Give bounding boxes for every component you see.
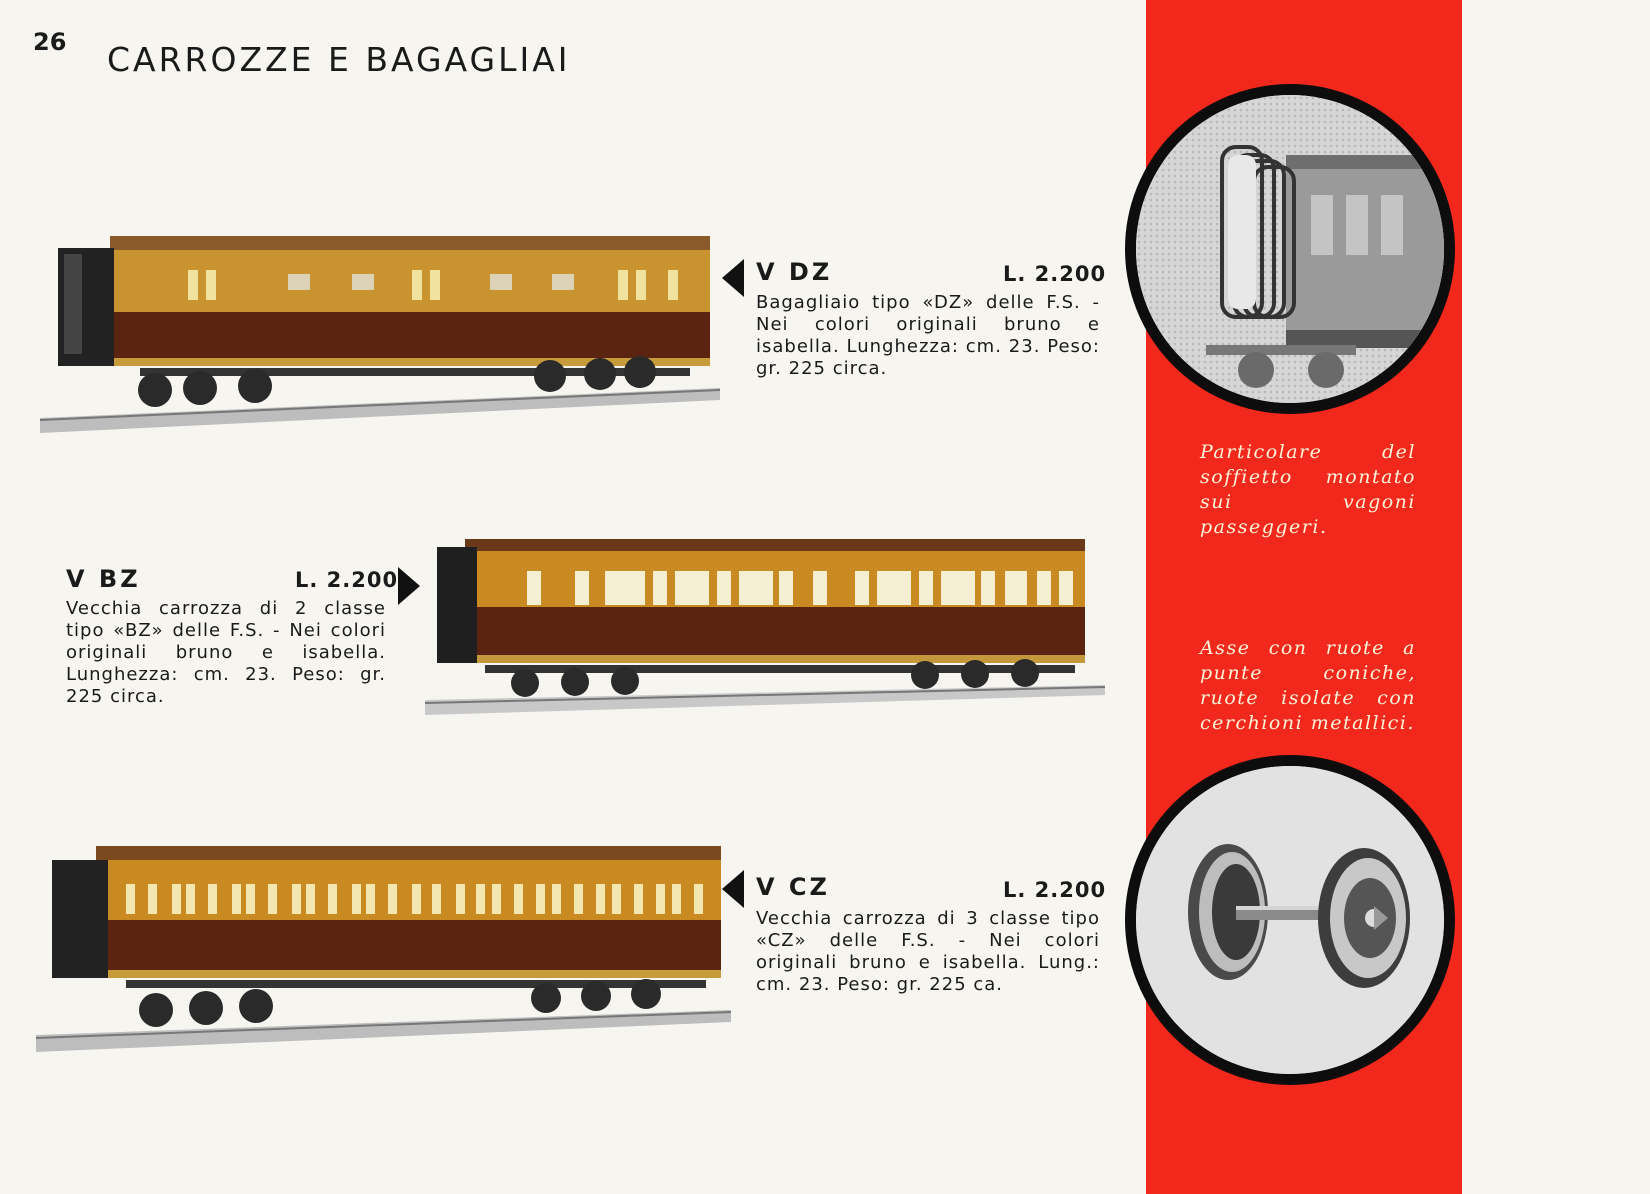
wheel-axle-image (1125, 755, 1455, 1085)
product-code: V CZ (756, 873, 830, 901)
page-number: 26 (33, 28, 67, 56)
product-code: V DZ (756, 258, 833, 286)
bellows-detail-image (1125, 84, 1455, 414)
baggage-car-dz-image (40, 228, 720, 443)
product-description: Bagagliaio tipo «DZ» delle F.S. - Nei colori originali bruno e isabella. Lunghezza: cm. 23. Peso: gr. 225 circa. (756, 292, 1100, 379)
page-title: CARROZZE E BAGAGLIAI (107, 40, 571, 79)
second-class-coach-bz-image (425, 535, 1105, 745)
product-price: L. 2.200 (1003, 878, 1107, 902)
product-price: L. 2.200 (295, 568, 399, 592)
product-description: Vecchia carrozza di 2 classe tipo «BZ» delle F.S. - Nei colori originali bruno e isabella. Lunghezza: cm. 23. Peso: gr. 225 circa. (66, 598, 386, 707)
bellows-caption: Particolare del soffietto montato sui vagoni passeggeri. (1200, 441, 1416, 538)
third-class-coach-cz-image (36, 840, 731, 1065)
product-description: Vecchia carrozza di 3 classe tipo «CZ» delle F.S. - Nei colori originali bruno e isabella. Lung.: cm. 23. Peso: gr. 225 ca. (756, 908, 1100, 995)
pointer-arrow-left (722, 259, 744, 297)
product-price: L. 2.200 (1003, 262, 1107, 286)
product-code: V BZ (66, 565, 141, 593)
pointer-arrow-left (722, 870, 744, 908)
pointer-arrow-right (398, 567, 420, 605)
axle-caption: Asse con ruote a punte coniche, ruote isolate con cerchioni metallici. (1200, 637, 1416, 734)
